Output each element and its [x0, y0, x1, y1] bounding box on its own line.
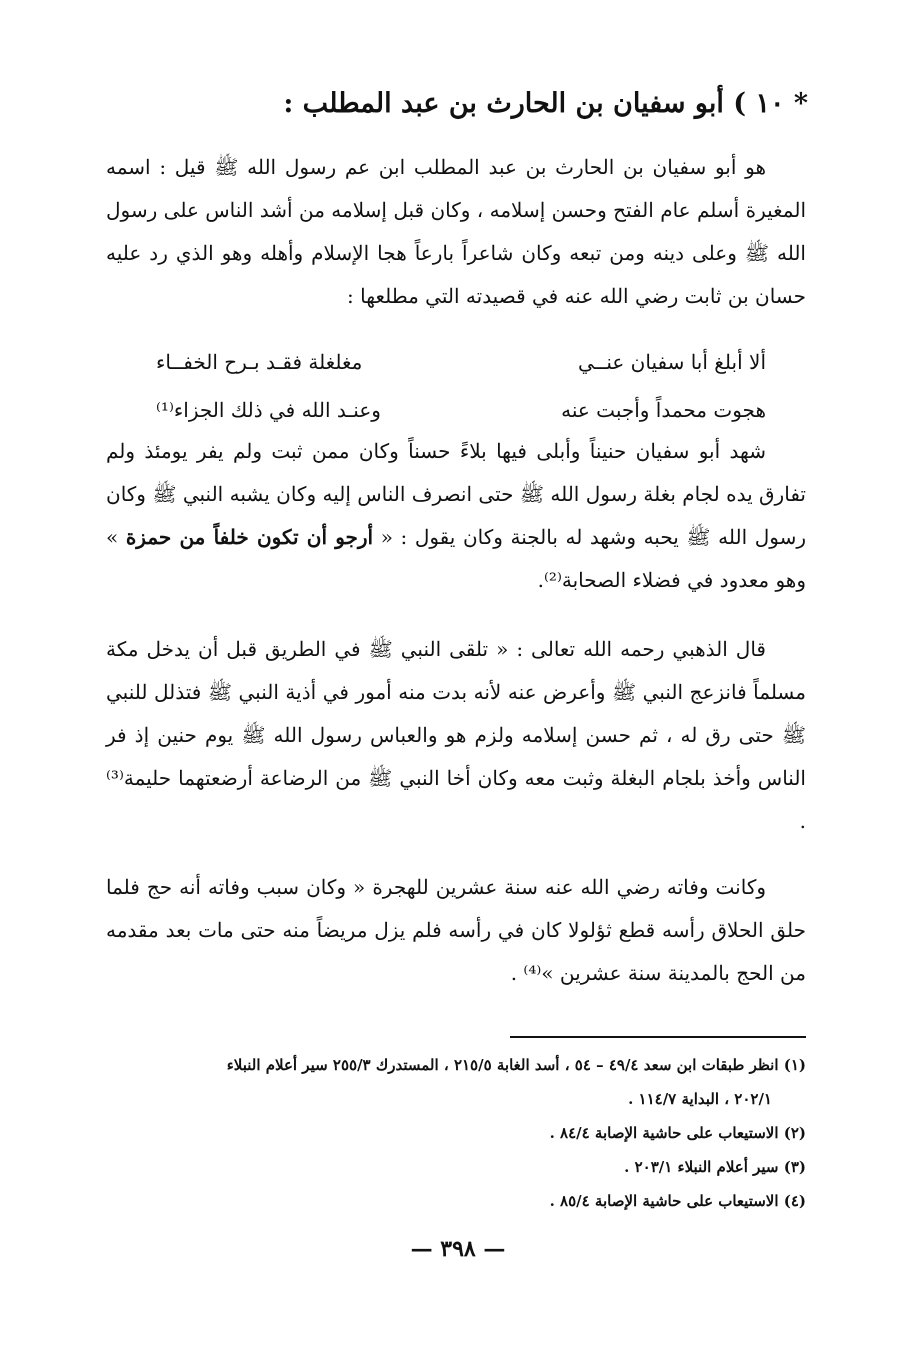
verse-2-first-hemistich: هجوت محمداً وأجبت عنه [561, 398, 766, 422]
paragraph-3-text: قال الذهبي رحمه الله تعالى : « تلقى النبي ﷺ في الطريق قبل أن يدخل مكة مسلماً فانزعج النبي ﷺ وأعرض عنه لأنه بدت منه أمور في أذية النبي ﷺ فتذلل للنبي ﷺ حتى رق له ، ثم حسن إسلامه ولزم هو والعباس رسول الله ﷺ يوم حنين إذ فر الناس وأخذ بلجام البغلة وثبت معه وكان أخا النبي ﷺ من الرضاعة أرضعتهما حليمة⁽³⁾ . [106, 637, 806, 833]
poem-verse-2 [156, 386, 766, 434]
footnotes [106, 1048, 806, 1218]
paragraph-2-part-a: شهد أبو سفيان حنيناً وأبلى فيها بلاءً حسناً وكان ممن ثبت ولم يفر يومئذ ولم تفارق يده لجام بغلة رسول الله ﷺ حتى انصرف الناس إليه وكان يشبه النبي ﷺ وكان رسول الله ﷺ يحبه وشهد له بالجنة وكان يقول : « [106, 439, 806, 549]
footnote-4: (٤) الاستيعاب على حاشية الإصابة ٨٥/٤ . [549, 1192, 806, 1210]
footnote-2: (٢) الاستيعاب على حاشية الإصابة ٨٤/٤ . [549, 1124, 806, 1142]
paragraph-1-text: هو أبو سفيان بن الحارث بن عبد المطلب ابن عم رسول الله ﷺ قيل : اسمه المغيرة أسلم عام الفتح وحسن إسلامه ، وكان قبل إسلامه من أشد الناس على رسول الله ﷺ وعلى دينه ومن تبعه وكان شاعراً بارعاً هجا الإسلام وأهله وهو الذي رد عليه حسان بن ثابت رضي الله عنه في قصيدته التي مطلعها : [106, 155, 807, 308]
biography-paragraph-3 [106, 628, 806, 843]
page-number: — ٣٩٨ — [410, 1236, 506, 1262]
footnote-1-continuation: ٢٠٢/١ ، البداية ١١٤/٧ . [628, 1090, 772, 1108]
paragraph-2-part-b: » وهو معدود في فضلاء الصحابة⁽²⁾. [106, 525, 806, 592]
footnote-3: (٣) سير أعلام النبلاء ٢٠٣/١ . [624, 1158, 806, 1176]
footnote-divider [510, 1036, 806, 1038]
verse-1-first-hemistich: ألا أبلغ أبا سفيان عنــي [577, 350, 766, 374]
verse-1-second-hemistich: مغلغلة فقـد بـرح الخفــاء [156, 350, 363, 374]
paragraph-2-text [106, 430, 806, 602]
verse-2-second-hemistich: وعنـد الله في ذلك الجزاء⁽¹⁾ [156, 398, 381, 422]
footnote-1: (١) انظر طبقات ابن سعد ٤٩/٤ – ٥٤ ، أسد الغابة ٢١٥/٥ ، المستدرك ٢٥٥/٣ سير أعلام النبلاء [226, 1056, 806, 1074]
poem-verse-1 [156, 338, 766, 386]
poem-verses [156, 338, 766, 434]
biography-paragraph-2 [106, 430, 806, 602]
biography-paragraph-4 [106, 866, 806, 995]
paragraph-2-quote: أرجو أن تكون خلفاً من حمزة [125, 525, 374, 549]
biography-paragraph-1 [106, 146, 806, 318]
section-heading: * ١٠ ) أبو سفيان بن الحارث بن عبد المطلب : [283, 88, 808, 119]
paragraph-4-text: وكانت وفاته رضي الله عنه سنة عشرين للهجرة « وكان سبب وفاته أنه حج فلما حلق الحلاق رأسه قطع ثؤلولا كان في رأسه فلم يزل مريضاً منه حتى مات بعد مقدمه من الحج بالمدينة سنة عشرين »⁽⁴⁾ . [106, 875, 806, 985]
